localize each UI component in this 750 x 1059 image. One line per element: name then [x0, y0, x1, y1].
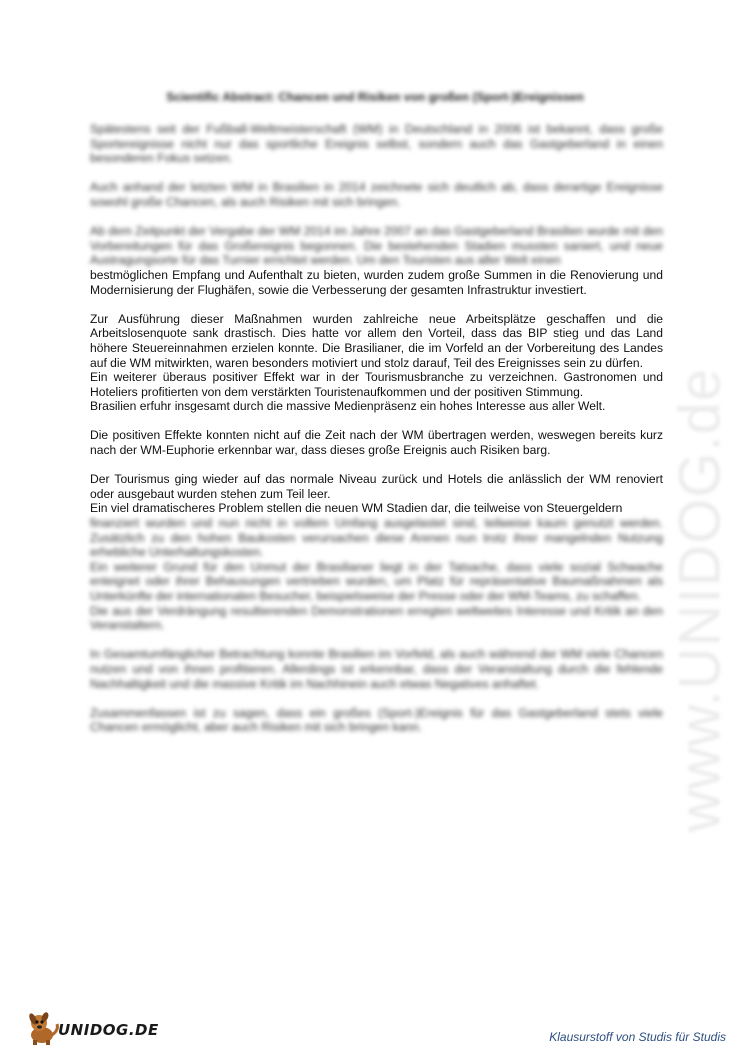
paragraph-intro: Spätestens seit der Fußball-Weltmeisterschaft (WM) in Deutschland in 2006 ist bekannt, dass große Sportereignisse nicht nur das sportliche Ereignis selbst, sondern auch das Gastgeberland in einen besonderen Fokus setzen.	[90, 122, 663, 166]
paragraph-gesamtbetrachtung: In Gesamtumfänglicher Betrachtung konnte Brasilien im Vorfeld, als auch während der WM viele Chancen nutzen und von ihnen profitieren. Allerdings ist erkennbar, dass der Veranstaltung durch die fehlende Nachhaltigkeit und die massive Kritik im Nachhinein auch etwas Negatives anhaftet.	[90, 647, 663, 691]
paragraph-hotels: Der Tourismus ging wieder auf das normale Niveau zurück und Hotels die anlässlich der WM renoviert oder ausgebaut wurden stehen zum Teil leer.	[90, 472, 663, 501]
paragraph-arbeitsplaetze: Zur Ausführung dieser Maßnahmen wurden zahlreiche neue Arbeitsplätze geschaffen und die Arbeitslosenquote sank drastisch. Dies hatte vor allem den Vorteil, dass das BIP stieg und das Land höhere Steuereinnahmen erzielen konnte. Die Brasilianer, die im Vorfeld an der Vorbereitung des Landes auf die WM mitwirkten, waren besonders motiviert und stolz darauf, Teil des Ereignisses sein zu dürfen.	[90, 311, 663, 370]
dog-mascot-icon	[22, 1008, 62, 1053]
paragraph-risiken: Die positiven Effekte konnten nicht auf die Zeit nach der WM übertragen werden, weswegen bereits kurz nach der WM-Euphorie erkennbar war, dass dieses große Ereignis auch Risiken barg.	[90, 428, 663, 458]
document-title: Scientific Abstract: Chancen und Risiken von großen (Sport-)Ereignissen	[166, 90, 584, 104]
footer-tagline: Klausurstoff von Studis für Studis	[549, 1030, 726, 1044]
unidog-logo[interactable]	[22, 1010, 192, 1050]
paragraph-stadien: Ein viel dramatischeres Problem stellen die neuen WM Stadien dar, die teilweise von Steuergeldern	[90, 501, 623, 516]
paragraph-wm-brasilien: Auch anhand der letzten WM in Brasilien in 2014 zeichnete sich deutlich ab, dass derartige Ereignisse sowohl große Chancen, als auch Risiken mit sich bringen.	[90, 180, 663, 209]
paragraph-baukosten: finanziert wurden und nun nicht in vollem Umfang ausgelastet sind, teilweise kaum genutzt werden. Zusätzlich zu den hohen Baukosten verursachen diese Arenen nun trotz ihrer mangelnden Nutzung erhebliche Unterhaltungskosten.	[90, 516, 663, 560]
paragraph-medien: Brasilien erfuhr insgesamt durch die massive Medienpräsenz ein hohes Interesse aus aller Welt.	[90, 399, 606, 414]
logo-text: UNIDOG.DE	[58, 1021, 159, 1039]
paragraph-tourismus: Ein weiterer überaus positiver Effekt war in der Tourismusbranche zu verzeichnen. Gastronomen und Hoteliers profitierten von dem verstärkten Touristenaufkommen und der positiven Stimmung.	[90, 370, 663, 399]
paragraph-fazit: Zusammenfassen ist zu sagen, dass ein großes (Sport-)Ereignis für das Gastgeberland stets viele Chancen ermöglicht, aber auch Risiken mit sich bringen kann.	[90, 705, 663, 735]
paragraph-vorbereitung: Ab dem Zeitpunkt der Vergabe der WM 2014 im Jahre 2007 an das Gastgeberland Brasilien wurde mit den Vorbereitungen für das Großereignis begonnen. Die bestehenden Stadien mussten saniert, und neue Austragungsorte für das Turnier errichtet werden. Um den Touristen aus aller Welt einen	[90, 224, 663, 268]
paragraph-infrastruktur: bestmöglichen Empfang und Aufenthalt zu bieten, wurden zudem große Summen in die Renovierung und Modernisierung der Flughäfen, sowie die Verbesserung der gesamten Infrastruktur investiert.	[90, 267, 663, 297]
watermark: www.UNIDOG.de	[667, 367, 733, 833]
paragraph-demonstrationen: Die aus der Verdrängung resultierenden Demonstrationen erregten weltweites Interesse und Kritik an den Veranstaltern.	[90, 603, 663, 633]
document-body	[90, 122, 663, 750]
paragraph-enteignung: Ein weiterer Grund für den Unmut der Brasilianer liegt in der Tatsache, dass viele sozial Schwache enteignet oder ihrer Behausungen vertrieben wurden, um Platz für repräsentative Baumaßnahmen als Unterkünfte der internationalen Besucher, beispielsweise der Presse oder der WM-Teams, zu schaffen.	[90, 559, 663, 603]
